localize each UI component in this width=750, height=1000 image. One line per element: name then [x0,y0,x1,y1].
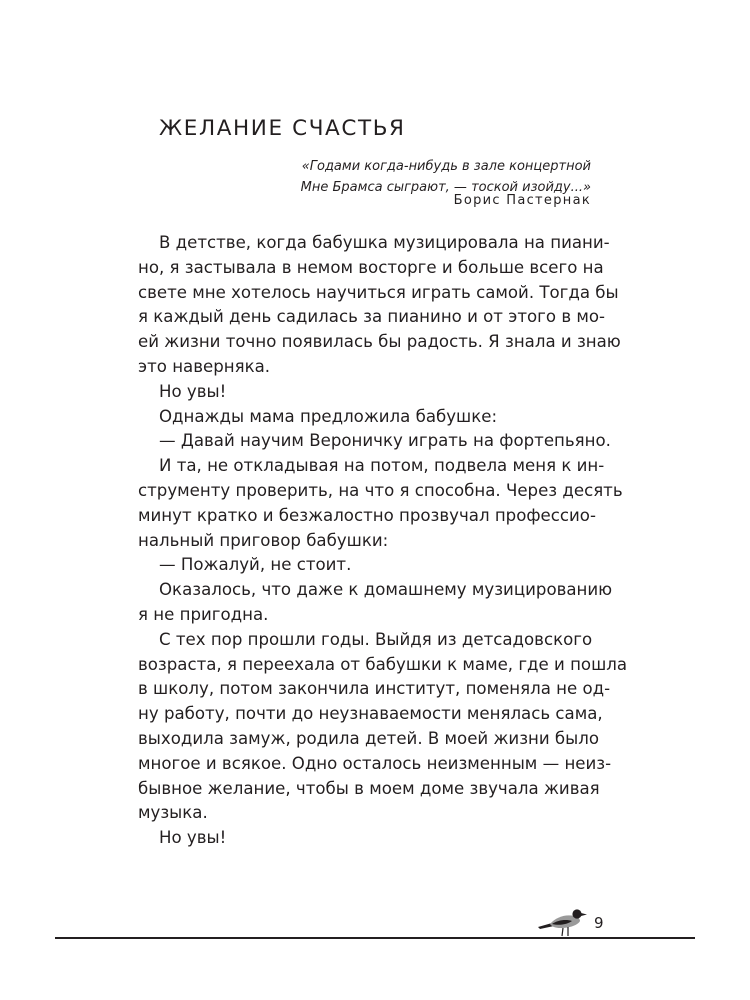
epigraph-line-1: «Годами когда-нибудь в зале концертной [301,159,591,174]
chapter-title: ЖЕЛАНИЕ СЧАСТЬЯ [159,116,406,141]
epigraph-author: Борис Пастернак [453,193,591,208]
text-line: струменту проверить, на что я способна. Через десять [138,480,623,500]
page-number: 9 [594,914,604,932]
text-line: минут кратко и безжалостно прозвучал профессио- [138,505,596,525]
text-line: бывное желание, чтобы в моем доме звучала живая [138,778,600,798]
text-line: возраста, я переехала от бабушки к маме, где и пошла [138,654,628,674]
epigraph-line-2: Мне Брамса сыграют, — тоской изойду...» [300,180,591,195]
text-line: ну работу, почти до неузнаваемости менялась сама, [138,704,603,724]
text-line: выходила замуж, родила детей. В моей жизни было [138,728,600,748]
text-line: я каждый день садилась за пианино и от этого в мо- [138,307,606,327]
body-text [138,231,628,851]
text-line: но, я застывала в немом восторге и больше всего на [138,257,604,277]
text-line: я не пригодна. [138,604,269,624]
text-line: нальный приговор бабушки: [138,530,389,550]
epigraph [301,156,591,198]
text-line: — Давай научим Вероничку играть на фортепьяно. [159,431,611,451]
text-line: Оказалось, что даже к домашнему музицированию [159,580,613,600]
text-line: — Пожалуй, не стоит. [159,555,352,575]
text-line: ей жизни точно появилась бы радость. Я знала и знаю [138,332,621,352]
footer-divider [55,937,695,939]
text-line: Но увы! [159,828,227,848]
text-line: И та, не откладывая на потом, подвела меня к ин- [159,456,605,476]
crow-icon [536,903,588,939]
text-line: музыка. [138,803,208,823]
text-line: многое и всякое. Одно осталось неизменным — неиз- [138,753,612,773]
text-line: Однажды мама предложила бабушке: [159,406,498,426]
text-line: в школу, потом закончила институт, поменяла не од- [138,679,611,699]
text-line: это наверняка. [138,356,271,376]
text-line: Но увы! [159,381,227,401]
text-line: свете мне хотелось научиться играть самой. Тогда бы [138,282,619,302]
text-line: В детстве, когда бабушка музицировала на пиани- [159,233,610,252]
text-line: С тех пор прошли годы. Выйдя из детсадовского [159,629,593,649]
